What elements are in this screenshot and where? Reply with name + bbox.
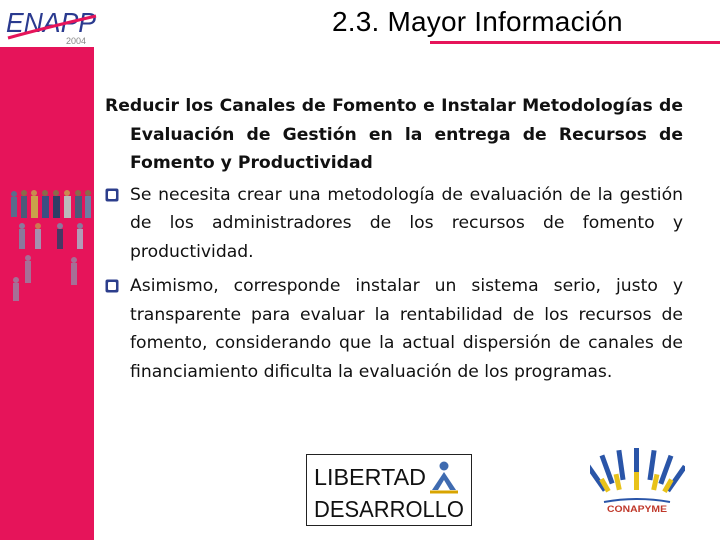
section-heading: Reducir los Canales de Fomento e Instalar Metodologías de Evaluación de Gestión en la entrega de Recursos de Fomento y Productividad [105,96,683,173]
conapyme-logo [590,444,685,524]
bullet-text: Asimismo, corresponde instalar un sistema serio, justo y transparente para evaluar la rentabilidad de los recursos de fomento, considerando que la actual dispersión de canales de financiamiento dificulta la evaluación de los programas. [130,276,683,382]
people-illustration [8,188,92,302]
svg-text:LIBERTAD: LIBERTAD [314,464,426,490]
bullet-item [105,181,683,267]
title-underline [430,41,720,44]
libertad-desarrollo-logo [306,454,472,526]
page-title: 2.3. Mayor Información [332,6,623,37]
checkbox-bullet-icon [105,188,119,202]
enapp-logo [4,4,100,46]
bullet-text: Se necesita crear una metodología de evaluación de la gestión de los administradores de los recursos de fomento y productividad. [130,184,683,262]
svg-text:2004: 2004 [66,36,87,46]
svg-text:CONAPYME: CONAPYME [607,504,667,514]
bullet-item [105,272,683,386]
content-area [105,92,683,392]
svg-text:ENAPP: ENAPP [6,7,97,38]
checkbox-bullet-icon [105,279,119,293]
svg-text:DESARROLLO: DESARROLLO [314,496,464,522]
